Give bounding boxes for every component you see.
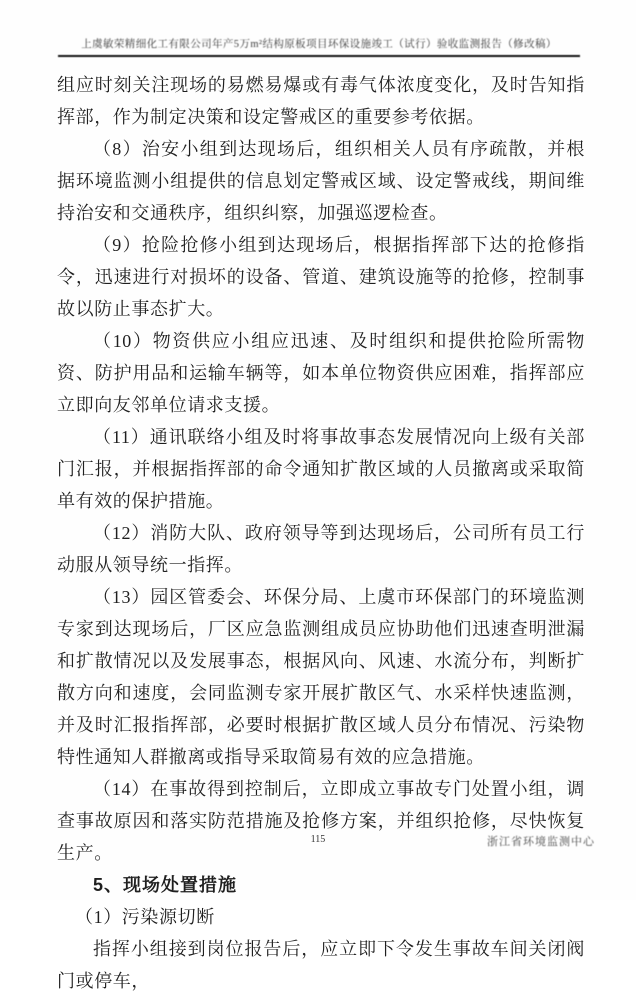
page-header-title: 上虞敏荣精细化工有限公司年产5万m²结构原板项目环保设施竣工（试行）验收监测报告（修改稿） <box>58 36 580 57</box>
paragraph-item-10: （10）物资供应小组应迅速、及时组织和提供抢险所需物资、防护用品和运输车辆等，如本单位物资供应困难，指挥部应立即向友邻单位请求支援。 <box>57 331 585 415</box>
footer-page-number: 115 <box>310 834 326 845</box>
paragraph-continuation: 组应时刻关注现场的易燃易爆或有毒气体浓度变化，及时告知指挥部，作为制定决策和设定警戒区的重要参考依据。 <box>57 75 585 127</box>
document-body <box>57 69 585 997</box>
paragraph-item-13: （13）园区管委会、环保分局、上虞市环保部门的环境监测专家到达现场后，厂区应急监测组成员应协助他们迅速查明泄漏和扩散情况以及发展事态，根据风向、风速、水流分布，判断扩散方向和速度，会同监测专家开展扩散区气、水采样快速监测，并及时汇报指挥部，必要时根据扩散区域人员分布情况、污染物特性通知人群撤离或指导采取简易有效的应急措施。 <box>57 587 585 767</box>
footer-organization: 浙江省环境监测中心 <box>487 836 595 848</box>
paragraph-item-11: （11）通讯联络小组及时将事故事态发展情况向上级有关部门汇报，并根据指挥部的命令通知扩散区域的人员撤离或采取简单有效的保护措施。 <box>57 427 585 511</box>
paragraph-item-9: （9）抢险抢修小组到达现场后，根据指挥部下达的抢修指令，迅速进行对损坏的设备、管道、建筑设施等的抢修，控制事故以防止事态扩大。 <box>57 235 585 319</box>
paragraph-last: 指挥小组接到岗位报告后，应立即下令发生事故车间关闭阀门或停车， <box>57 939 585 991</box>
paragraph-item-14: （14）在事故得到控制后，立即成立事故专门处置小组，调查事故原因和落实防范措施及抢修方案，并组织抢修，尽快恢复生产。 <box>57 779 585 863</box>
section-heading: 5、现场处置措施 <box>93 875 238 895</box>
paragraph-item-8: （8）治安小组到达现场后，组织相关人员有序疏散，并根据环境监测小组提供的信息划定警戒区域、设定警戒线，期间维持治安和交通秩序，组织纠察，加强巡逻检查。 <box>57 139 585 223</box>
subsection-label: （1）污染源切断 <box>75 907 215 927</box>
paragraph-item-12: （12）消防大队、政府领导等到达现场后，公司所有员工行动服从领导统一指挥。 <box>57 523 585 575</box>
